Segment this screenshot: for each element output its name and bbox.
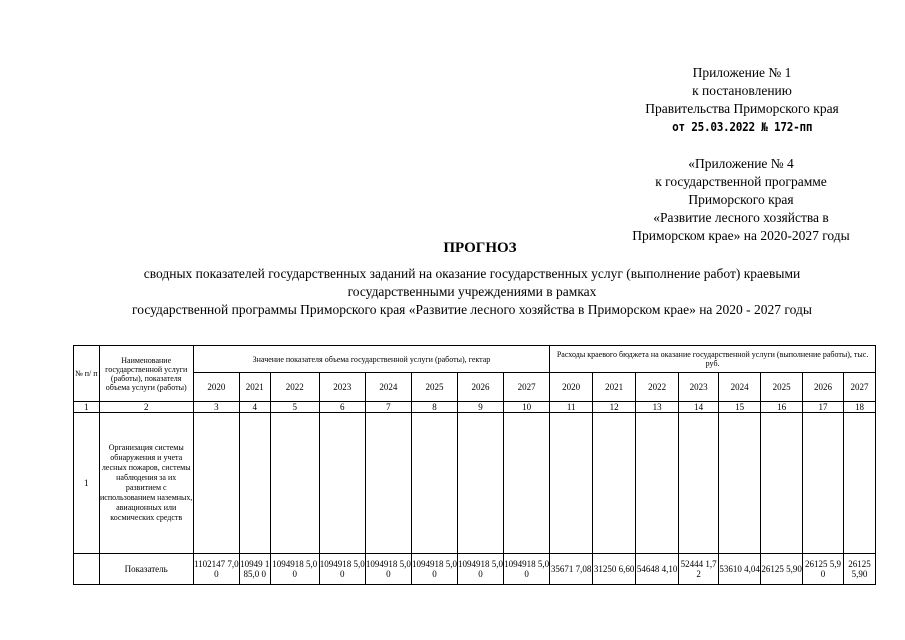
expense-year: 2022 xyxy=(636,373,679,402)
column-number: 14 xyxy=(679,402,719,413)
annex-1-title: Приложение № 1 xyxy=(692,65,792,80)
column-number: 16 xyxy=(761,402,803,413)
empty-cell xyxy=(550,413,593,554)
empty-cell xyxy=(679,413,719,554)
column-number: 9 xyxy=(458,402,504,413)
empty-cell xyxy=(270,413,319,554)
row-number: 1 xyxy=(74,413,100,554)
expense-value: 26125 5,90 xyxy=(761,554,803,585)
volume-value: 1094918 5,00 xyxy=(411,554,457,585)
volume-value: 1094918 5,00 xyxy=(270,554,319,585)
expense-value: 26125 5,90 xyxy=(844,554,876,585)
annex-4-line5: Приморском крае» на 2020-2027 годы xyxy=(632,228,850,243)
expense-year: 2024 xyxy=(719,373,761,402)
document-subtitle xyxy=(72,265,872,319)
volume-year: 2020 xyxy=(193,373,239,402)
empty-cell xyxy=(319,413,365,554)
volume-year: 2025 xyxy=(411,373,457,402)
annex-4-line3: Приморского края xyxy=(688,192,794,207)
column-number: 13 xyxy=(636,402,679,413)
empty-cell xyxy=(761,413,803,554)
annex-1-block xyxy=(612,64,872,136)
header-volume-group: Значение показателя объема государственной услуги (работы), гектар xyxy=(193,346,549,373)
expense-year: 2025 xyxy=(761,373,803,402)
empty-cell xyxy=(844,413,876,554)
column-number: 18 xyxy=(844,402,876,413)
volume-value: 1094918 5,00 xyxy=(458,554,504,585)
expense-year: 2026 xyxy=(803,373,844,402)
volume-value: 1094918 5,00 xyxy=(504,554,550,585)
column-number: 5 xyxy=(270,402,319,413)
expense-value: 52444 1,72 xyxy=(679,554,719,585)
volume-year: 2023 xyxy=(319,373,365,402)
column-number: 6 xyxy=(319,402,365,413)
column-number: 1 xyxy=(74,402,100,413)
empty-cell xyxy=(458,413,504,554)
expense-year: 2021 xyxy=(593,373,636,402)
empty-cell xyxy=(593,413,636,554)
volume-year: 2027 xyxy=(504,373,550,402)
expense-value: 53610 4,04 xyxy=(719,554,761,585)
column-number: 7 xyxy=(365,402,411,413)
subtitle-line-2: государственными учреждениями в рамках xyxy=(347,284,597,299)
expense-year: 2027 xyxy=(844,373,876,402)
column-number: 15 xyxy=(719,402,761,413)
empty-cell xyxy=(719,413,761,554)
decree-stamp: от 25.03.2022 № 172-пп xyxy=(671,120,813,134)
volume-year: 2026 xyxy=(458,373,504,402)
empty-cell xyxy=(411,413,457,554)
column-number: 8 xyxy=(411,402,457,413)
empty-cell xyxy=(636,413,679,554)
empty-cell xyxy=(803,413,844,554)
volume-value: 1102147 7,00 xyxy=(193,554,239,585)
expense-year: 2020 xyxy=(550,373,593,402)
empty-cell xyxy=(504,413,550,554)
forecast-table xyxy=(73,345,876,585)
header-service-name: Наименование государственной услуги (работы), показателя объема услуги (работы) xyxy=(99,346,193,402)
indicator-label: Показатель xyxy=(99,554,193,585)
header-expense-group: Расходы краевого бюджета на оказание государственной услуги (выполнение работы), тыс. руб. xyxy=(550,346,876,373)
empty-cell xyxy=(365,413,411,554)
empty-cell xyxy=(239,413,270,554)
annex-4-block xyxy=(606,155,876,245)
expense-value: 31250 6,60 xyxy=(593,554,636,585)
column-number: 10 xyxy=(504,402,550,413)
volume-value: 1094918 5,00 xyxy=(319,554,365,585)
volume-year: 2022 xyxy=(270,373,319,402)
expense-value: 54648 4,10 xyxy=(636,554,679,585)
volume-year: 2024 xyxy=(365,373,411,402)
header-number: № п/ п xyxy=(74,346,100,402)
annex-4-line4: «Развитие лесного хозяйства в xyxy=(653,210,829,225)
column-number: 3 xyxy=(193,402,239,413)
expense-year: 2023 xyxy=(679,373,719,402)
subtitle-line-3: государственной программы Приморского края «Развитие лесного хозяйства в Приморском крае» на 2020 - 2027 годы xyxy=(132,302,812,317)
column-number: 4 xyxy=(239,402,270,413)
annex-1-authority: Правительства Приморского края xyxy=(645,101,839,116)
volume-value: 1094918 5,00 xyxy=(365,554,411,585)
document-title: ПРОГНОЗ xyxy=(443,240,517,256)
empty-cell xyxy=(74,554,100,585)
subtitle-line-1: сводных показателей государственных заданий на оказание государственных услуг (выполнение работ) краевыми xyxy=(143,266,801,281)
column-number: 17 xyxy=(803,402,844,413)
column-number: 2 xyxy=(99,402,193,413)
empty-cell xyxy=(193,413,239,554)
expense-value: 26125 5,90 xyxy=(803,554,844,585)
service-name: Организация системы обнаружения и учета лесных пожаров, системы наблюдения за их развитием с использованием наземных, авиационных или космических средств xyxy=(99,413,193,554)
annex-4-line2: к государственной программе xyxy=(655,174,827,189)
annex-4-title: «Приложение № 4 xyxy=(688,156,794,171)
column-number: 12 xyxy=(593,402,636,413)
annex-1-ref: к постановлению xyxy=(692,83,792,98)
volume-value: 10949 185,0 0 xyxy=(239,554,270,585)
volume-year: 2021 xyxy=(239,373,270,402)
expense-value: 35671 7,08 xyxy=(550,554,593,585)
column-number: 11 xyxy=(550,402,593,413)
